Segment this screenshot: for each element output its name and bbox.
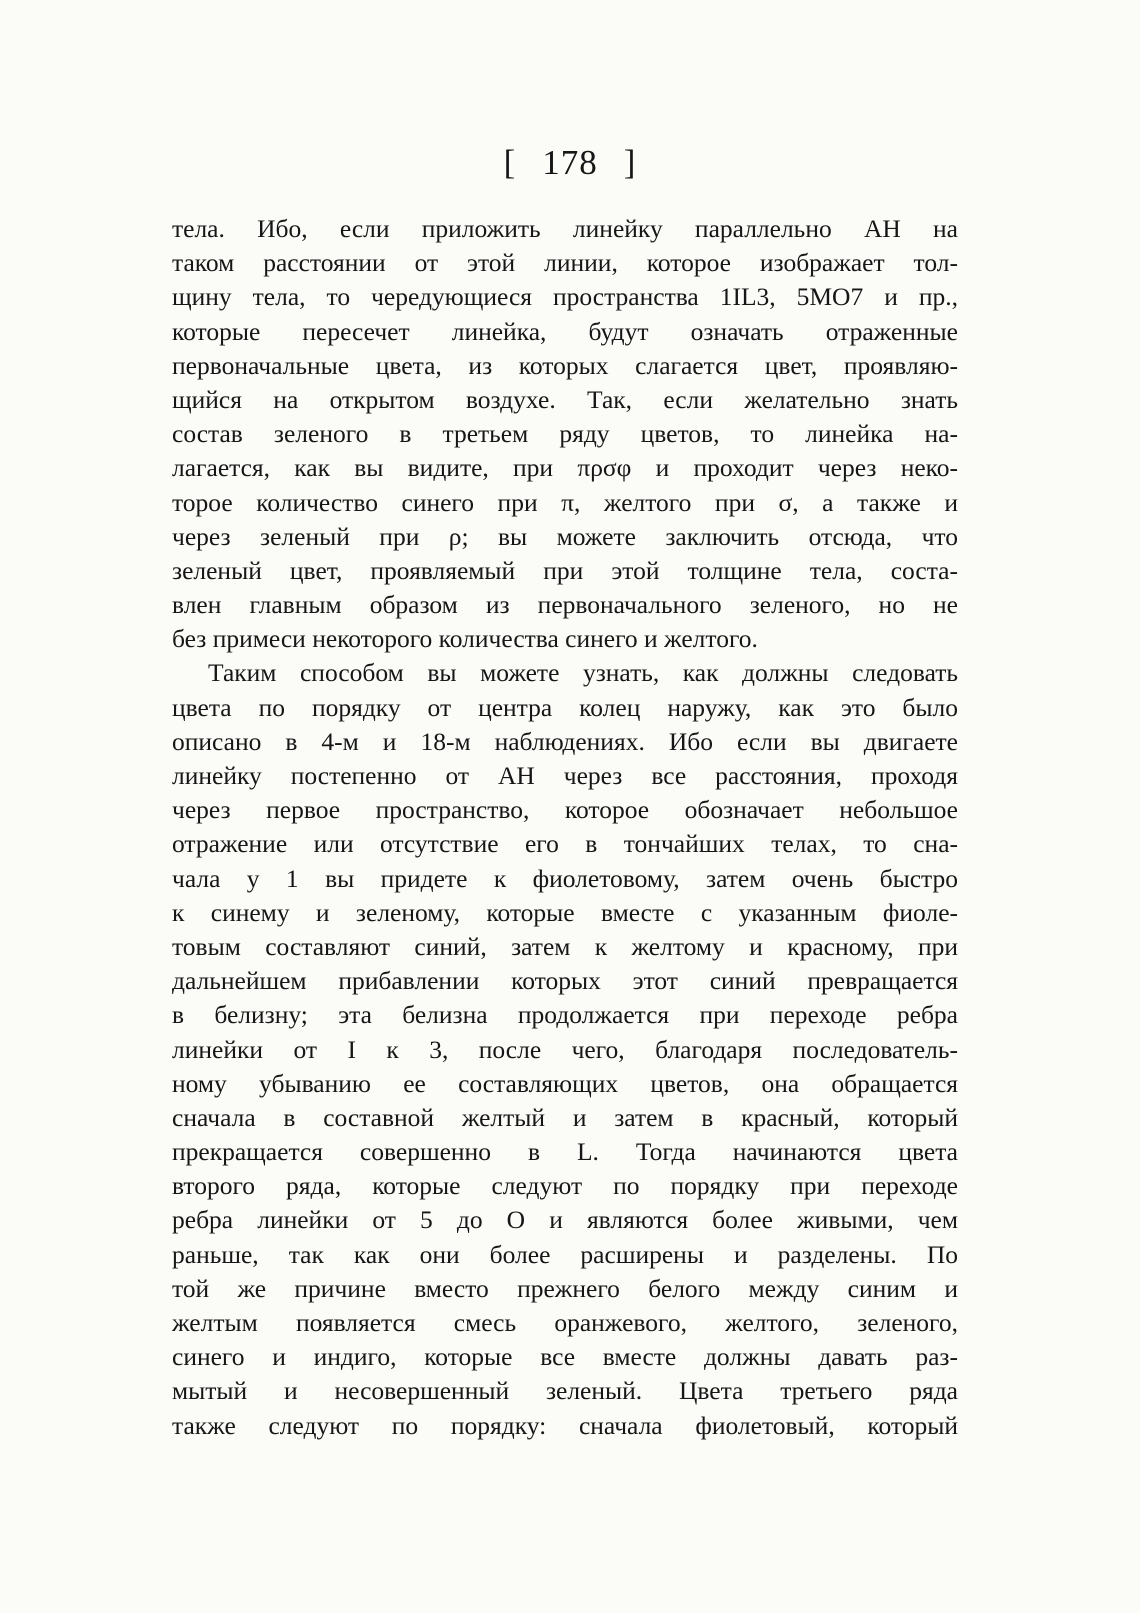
text-line: таком расстоянии от этой линии, которое изображает тол- <box>172 248 958 278</box>
text-line: второго ряда, которые следуют по порядку при переходе <box>172 1171 958 1201</box>
text-line: Таким способом вы можете узнать, как должны следовать <box>208 658 958 688</box>
text-line: через зеленый при ρ; вы можете заключить отсюда, что <box>172 521 958 551</box>
text-line: цвета по порядку от центра колец наружу, как это было <box>172 692 958 722</box>
text-line: влен главным образом из первоначального зеленого, но не <box>172 590 958 620</box>
text-line: которые пересечет линейка, будут означать отраженные <box>172 316 958 346</box>
text-line: отражение или отсутствие его в тончайших телах, то сна- <box>172 829 958 859</box>
text-line: состав зеленого в третьем ряду цветов, то линейка на- <box>172 419 958 449</box>
page-number-value: 178 <box>542 143 598 182</box>
text-line: щину тела, то чередующиеся пространства 1IL3, 5MO7 и пр., <box>172 282 958 312</box>
page-number-bracket-close: ] <box>623 143 637 182</box>
text-line: к синему и зеленому, которые вместе с указанным фиоле- <box>172 897 958 927</box>
text-line: желтым появляется смесь оранжевого, желтого, зеленого, <box>172 1308 958 1337</box>
text-line: без примеси некоторого количества синего и желтого. <box>172 624 758 654</box>
paragraph-1 <box>172 212 958 656</box>
text-line: описано в 4-м и 18-м наблюдениях. Ибо если вы двигаете <box>172 726 958 756</box>
text-line: в белизну; эта белизна продолжается при переходе ребра <box>172 1000 958 1030</box>
text-line: дальнейшем прибавлении которых этот синий превращается <box>172 966 958 996</box>
text-line: линейки от I к 3, после чего, благодаря последователь- <box>172 1034 958 1064</box>
paragraph-2 <box>172 656 958 1442</box>
text-line: синего и индиго, которые все вместе должны давать раз- <box>172 1342 958 1372</box>
text-line: той же причине вместо прежнего белого между синим и <box>172 1273 958 1303</box>
page-number-bracket-open: [ <box>503 143 517 182</box>
text-line: торое количество синего при π, желтого при σ, а также и <box>172 487 958 517</box>
text-line: зеленый цвет, проявляемый при этой толщине тела, соста- <box>172 555 958 585</box>
text-line: раньше, так как они более расширены и разделены. По <box>172 1239 958 1269</box>
text-line: сначала в составной желтый и затем в красный, который <box>172 1102 958 1132</box>
text-line: лагается, как вы видите, при πρσφ и проходит через неко- <box>172 453 958 483</box>
body-text <box>172 212 958 1443</box>
text-line: щийся на открытом воздухе. Так, если желательно знать <box>172 384 958 414</box>
text-line: также следуют по порядку: сначала фиолетовый, который <box>172 1410 958 1440</box>
text-line: чала у 1 вы придете к фиолетовому, затем очень быстро <box>172 863 958 893</box>
page-number <box>0 143 1140 183</box>
text-line: линейку постепенно от AH через все расстояния, проходя <box>172 761 958 790</box>
text-line: ребра линейки от 5 до O и являются более живыми, чем <box>172 1205 958 1235</box>
text-line: мытый и несовершенный зеленый. Цвета третьего ряда <box>172 1376 958 1406</box>
text-line: тела. Ибо, если приложить линейку параллельно AH на <box>172 214 958 243</box>
text-line: товым составляют синий, затем к желтому и красному, при <box>172 931 958 961</box>
text-line: ному убыванию ее составляющих цветов, она обращается <box>172 1068 958 1098</box>
text-line: первоначальные цвета, из которых слагается цвет, проявляю- <box>172 350 958 380</box>
text-line: прекращается совершенно в L. Тогда начинаются цвета <box>172 1137 958 1167</box>
text-line: через первое пространство, которое обозначает небольшое <box>172 795 958 825</box>
